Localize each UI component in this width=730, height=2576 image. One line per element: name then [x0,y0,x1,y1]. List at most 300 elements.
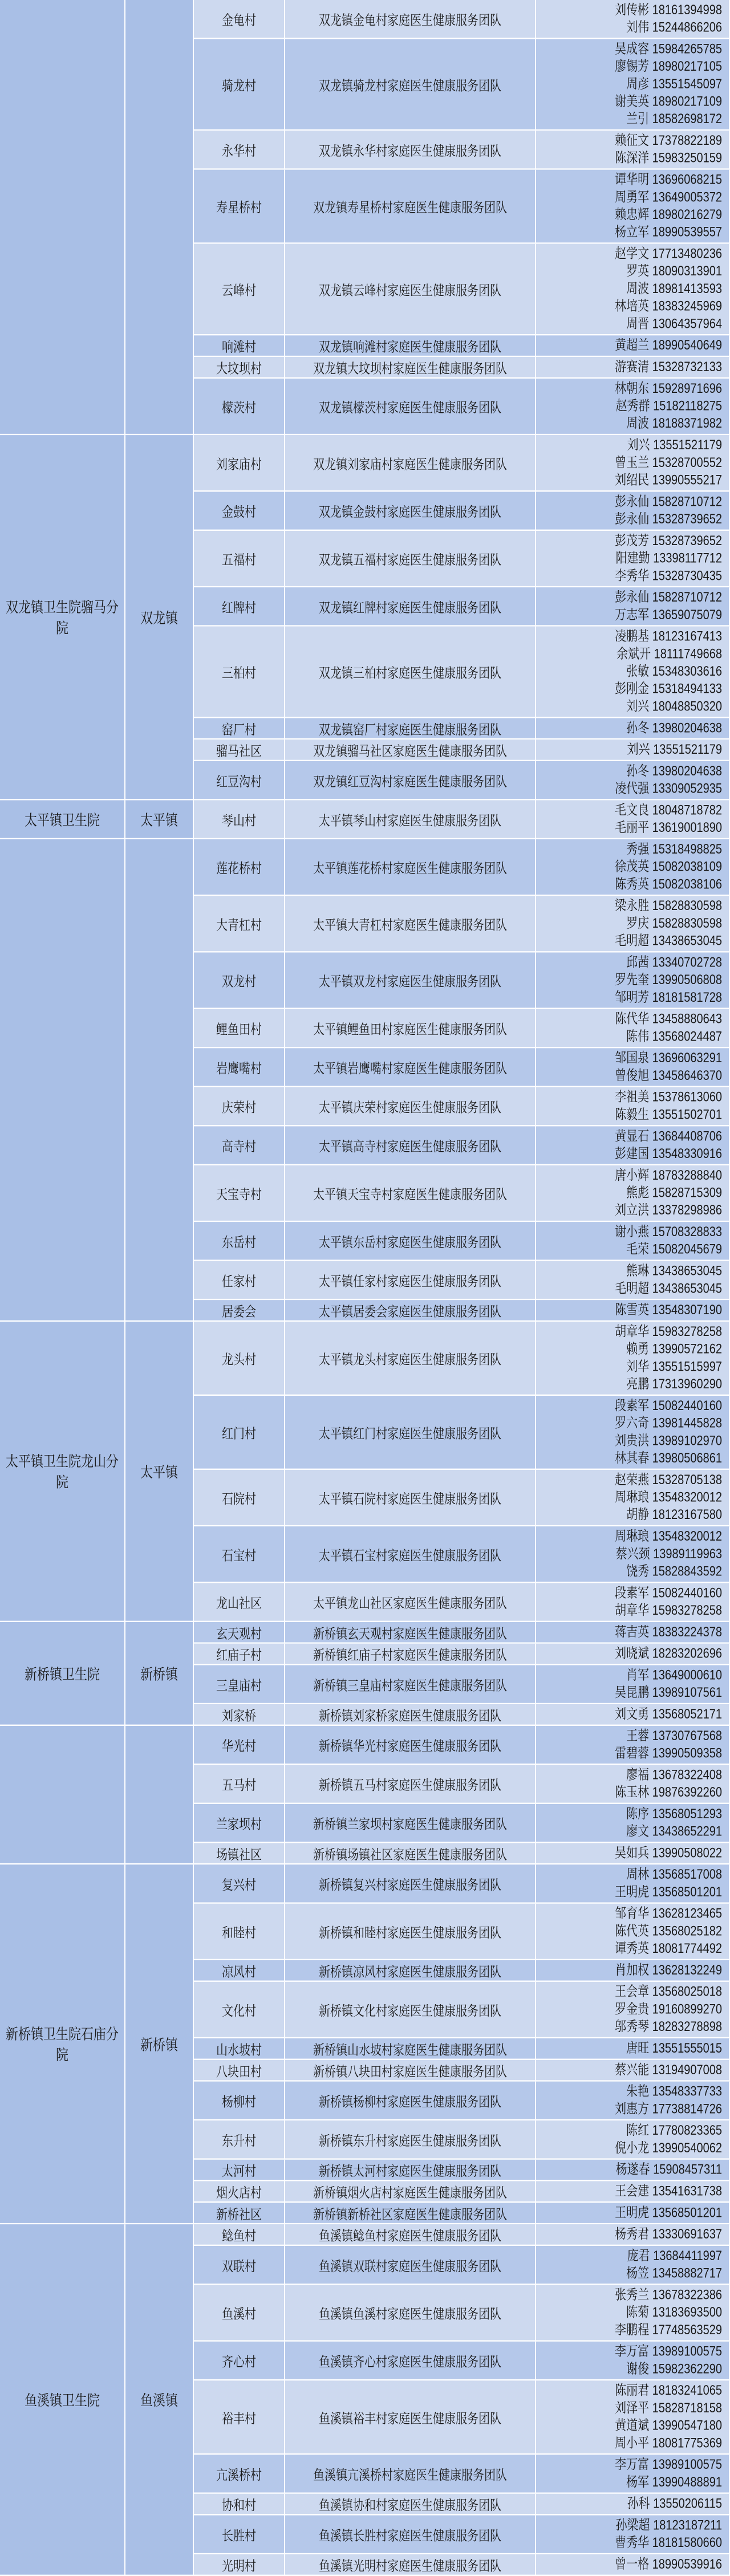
village-cell: 石院村 [194,1470,285,1526]
doctor-entry: 周林 13568517008 [626,1867,722,1883]
hospital-cell: 新桥镇卫生院 [0,1622,125,1726]
village-cell: 裕丰村 [194,2380,285,2455]
village-cell: 窑厂村 [194,718,285,740]
team-cell: 双龙镇永华村家庭医生健康服务团队 [285,131,536,170]
town-cell [125,0,194,435]
village-cell: 双龙村 [194,953,285,1009]
doctor-entry: 曾俊旭 13458646370 [615,1068,722,1083]
doctor-cell [536,761,730,801]
doctor-cell [536,1726,730,1765]
doctor-entry: 林培英 18383245969 [615,299,722,314]
doctor-entry: 谢美英 18980217109 [615,94,722,109]
doctor-entry: 罗六奇 13981445828 [615,1416,722,1431]
doctor-entry: 李秀华 15328730435 [615,568,722,584]
doctor-entry: 彭建国 13548330916 [615,1146,722,1161]
doctor-entry: 刘伟 15244866206 [626,20,722,35]
doctor-cell [536,1904,730,1960]
doctor-cell [536,2494,730,2516]
village-cell: 八块田村 [194,2060,285,2082]
doctor-entry: 张秀兰 13678322386 [615,2287,722,2303]
doctor-entry: 陈丽君 18183241065 [615,2383,722,2399]
doctor-entry: 吴成容 15984265785 [615,42,722,57]
team-cell: 太平镇居委会家庭医生健康服务团队 [285,1300,536,1322]
doctor-cell [536,1322,730,1396]
village-cell: 华光村 [194,1726,285,1765]
doctor-cell [536,801,730,840]
doctor-entry: 彭茂芳 15328739652 [615,533,722,548]
village-cell: 烟火店村 [194,2181,285,2203]
village-cell: 骑龙村 [194,39,285,131]
village-cell: 新桥社区 [194,2203,285,2224]
doctor-cell [536,131,730,170]
village-cell: 场镇社区 [194,1843,285,1865]
doctor-entry: 王会建 13541631738 [615,2184,722,2199]
village-cell: 太河村 [194,2160,285,2181]
village-cell: 岩鹰嘴村 [194,1048,285,1087]
team-cell: 双龙镇金鼓村家庭医生健康服务团队 [285,491,536,531]
doctor-entry: 周琳琅 13548320012 [615,1490,722,1505]
team-cell: 太平镇石宝村家庭医生健康服务团队 [285,1526,536,1583]
doctor-entry: 邹明芳 18181581728 [615,990,722,1005]
village-cell: 文化村 [194,1982,285,2038]
doctor-entry: 陈雪英 13548307190 [615,1302,722,1318]
team-cell: 双龙镇红牌村家庭医生健康服务团队 [285,587,536,627]
doctor-cell [536,1222,730,1261]
doctor-entry: 周小平 18081775369 [615,2436,722,2451]
doctor-entry: 周勇军 13649005372 [615,190,722,205]
doctor-cell [536,1583,730,1622]
team-cell: 鱼溪镇鱼溪村家庭医生健康服务团队 [285,2285,536,2342]
team-cell: 双龙镇檬茨村家庭医生健康服务团队 [285,379,536,435]
hospital-cell [0,0,125,435]
team-cell: 太平镇双龙村家庭医生健康服务团队 [285,953,536,1009]
team-cell: 鱼溪镇亢溪桥村家庭医生健康服务团队 [285,2455,536,2494]
doctor-entry: 吴如兵 13990508022 [615,1846,722,1861]
hospital-cell: 太平镇卫生院 [0,801,125,840]
village-cell: 居委会 [194,1300,285,1322]
doctor-cell [536,740,730,761]
doctor-entry: 毛荣 15082045679 [626,1242,722,1257]
doctor-cell [536,1704,730,1726]
doctor-entry: 赵学文 17713480236 [615,246,722,262]
doctor-entry: 陈代英 13568025182 [615,1924,722,1939]
doctor-cell [536,1622,730,1644]
doctor-cell [536,1300,730,1322]
hospital-cell [0,839,125,1322]
doctor-cell [536,1048,730,1087]
team-cell: 新桥镇凉风村家庭医生健康服务团队 [285,1960,536,1982]
village-cell: 石宝村 [194,1526,285,1583]
team-cell: 双龙镇三柏村家庭医生健康服务团队 [285,627,536,718]
doctor-entry: 赖忠辉 18980216279 [615,207,722,222]
team-cell: 新桥镇杨柳村家庭医生健康服务团队 [285,2082,536,2121]
hospital-cell: 鱼溪镇卫生院 [0,2224,125,2576]
doctor-entry: 黄超兰 18990540649 [615,338,722,354]
doctor-entry: 黄显石 13684408706 [615,1129,722,1144]
doctor-entry: 林其春 13980506861 [615,1450,722,1466]
doctor-cell [536,627,730,718]
doctor-entry: 蔡兴颈 13989119963 [615,1546,722,1562]
doctor-entry: 朱艳 13548337733 [626,2084,722,2099]
doctor-entry: 秀强 15318498825 [626,842,722,857]
doctor-cell [536,244,730,336]
doctor-entry: 毛明超 13438653045 [615,1281,722,1297]
town-cell: 鱼溪镇 [125,2224,194,2576]
team-cell: 双龙镇响滩村家庭医生健康服务团队 [285,335,536,357]
doctor-entry: 赖勇 13990572162 [626,1342,722,1357]
doctor-cell [536,1960,730,1982]
doctor-entry: 赖征文 17378822189 [615,133,722,148]
doctor-cell [536,2554,730,2576]
doctor-entry: 刘华 13551515997 [626,1359,722,1375]
doctor-entry: 亮鹏 17313960290 [626,1376,722,1392]
village-cell: 莲花桥村 [194,839,285,896]
doctor-entry: 肖加权 13628132249 [615,1963,722,1978]
doctor-cell [536,1470,730,1526]
doctor-cell [536,335,730,357]
village-cell: 红庙子村 [194,1644,285,1665]
village-cell: 亢溪桥村 [194,2455,285,2494]
doctor-entry: 周晋 13064357964 [626,316,722,332]
doctor-cell [536,39,730,131]
doctor-entry: 胡章华 15983278258 [615,1603,722,1618]
doctor-entry: 毛文良 18048718782 [615,803,722,818]
doctor-entry: 陈毅生 13551502701 [615,1107,722,1123]
doctor-entry: 孙冬 13980204638 [626,721,722,736]
doctor-entry: 刘惠方 17738814726 [615,2102,722,2117]
team-cell: 新桥镇太河村家庭医生健康服务团队 [285,2160,536,2181]
doctor-entry: 毛丽平 13619001890 [615,820,722,836]
doctor-entry: 李祖美 15378613060 [615,1090,722,1105]
team-cell: 新桥镇刘家桥家庭医生健康服务团队 [285,1704,536,1726]
doctor-entry: 吴昆鹏 13989107561 [615,1685,722,1701]
hospital-cell: 新桥镇卫生院石庙分院 [0,1864,125,2224]
doctor-cell [536,170,730,244]
doctor-entry: 余斌开 18111749668 [617,647,722,662]
doctor-entry: 廖文 13438652291 [626,1824,722,1839]
village-cell: 任家村 [194,1261,285,1301]
doctor-cell [536,587,730,627]
doctor-cell [536,1261,730,1301]
team-cell: 太平镇红门村家庭医生健康服务团队 [285,1396,536,1470]
team-cell: 双龙镇大坟坝村家庭医生健康服务团队 [285,357,536,379]
doctor-entry: 陈玉林 19876392260 [615,1785,722,1800]
village-cell: 复兴村 [194,1864,285,1904]
team-cell: 太平镇鲤鱼田村家庭医生健康服务团队 [285,1009,536,1049]
doctor-entry: 刘兴 13551521179 [627,437,722,453]
team-cell: 太平镇天宝寺村家庭医生健康服务团队 [285,1165,536,1222]
team-cell: 鱼溪镇齐心村家庭医生健康服务团队 [285,2342,536,2381]
town-cell: 太平镇 [125,801,194,840]
doctor-cell [536,718,730,740]
team-cell: 新桥镇华光村家庭医生健康服务团队 [285,1726,536,1765]
doctor-entry: 肖军 13649000610 [626,1668,722,1683]
doctor-entry: 彭永仙 15828710712 [615,494,722,510]
doctor-cell [536,531,730,587]
village-cell: 天宝寺村 [194,1165,285,1222]
doctor-entry: 邹国泉 13696063291 [615,1051,722,1066]
village-cell: 金龟村 [194,0,285,39]
doctor-cell [536,839,730,896]
team-cell: 新桥镇新桥社区家庭医生健康服务团队 [285,2203,536,2224]
team-cell: 新桥镇场镇社区家庭医生健康服务团队 [285,1843,536,1865]
team-cell: 鱼溪镇裕丰村家庭医生健康服务团队 [285,2380,536,2455]
doctor-entry: 曹秀华 18181580660 [615,2536,722,2551]
doctor-entry: 杨笠 13458882717 [626,2266,722,2281]
team-cell: 新桥镇玄天观村家庭医生健康服务团队 [285,1622,536,1644]
doctor-entry: 孙冬 13980204638 [626,763,722,779]
team-cell: 太平镇任家村家庭医生健康服务团队 [285,1261,536,1301]
doctor-entry: 罗英 18090313901 [626,264,722,279]
doctor-entry: 徐茂英 15082038109 [615,859,722,875]
village-cell: 兰家坝村 [194,1804,285,1843]
doctor-cell [536,896,730,952]
doctor-entry: 段素军 15082440160 [615,1586,722,1601]
doctor-entry: 刘兴 18048850320 [626,699,722,714]
team-cell: 双龙镇寿星桥村家庭医生健康服务团队 [285,170,536,244]
doctor-entry: 段素军 15082440160 [615,1398,722,1413]
doctor-entry: 周琳琅 13548320012 [615,1529,722,1544]
doctor-entry: 阳建勤 13398117712 [615,551,722,566]
village-cell: 高寺村 [194,1126,285,1165]
doctor-entry: 胡静 18123167580 [626,1508,722,1523]
doctor-entry: 王明虎 13568501201 [615,2205,722,2221]
village-cell: 永华村 [194,131,285,170]
village-cell: 骝马社区 [194,740,285,761]
doctor-entry: 陈红 17780823365 [626,2123,722,2139]
team-cell: 双龙镇骝马社区家庭医生健康服务团队 [285,740,536,761]
doctor-entry: 谢俊 15982362290 [626,2362,722,2377]
doctor-entry: 唐小辉 18783288840 [615,1168,722,1183]
village-cell: 杨柳村 [194,2082,285,2121]
doctor-cell [536,1843,730,1865]
team-cell: 双龙镇窑厂村家庭医生健康服务团队 [285,718,536,740]
doctor-cell [536,1526,730,1583]
doctor-entry: 曾一格 18990539916 [615,2557,722,2572]
doctor-cell [536,1864,730,1904]
team-cell: 新桥镇红庙子村家庭医生健康服务团队 [285,1644,536,1665]
doctor-entry: 刘立洪 13378298986 [615,1203,722,1218]
doctor-entry: 陈深洋 15983250159 [615,151,722,166]
doctor-cell [536,435,730,491]
doctor-entry: 雷碧蓉 13990509358 [615,1746,722,1761]
village-cell: 龙山社区 [194,1583,285,1622]
doctor-entry: 陈代华 13458880643 [615,1011,722,1027]
doctor-entry: 周波 18188371982 [626,416,722,432]
team-cell: 太平镇高寺村家庭医生健康服务团队 [285,1126,536,1165]
doctor-cell [536,2160,730,2181]
doctor-entry: 谭秀英 18081774492 [615,1941,722,1957]
team-cell: 太平镇琴山村家庭医生健康服务团队 [285,801,536,840]
doctor-entry: 凌鹏基 18123167413 [615,629,722,644]
doctor-entry: 刘绍民 13990555217 [615,473,722,488]
doctor-cell [536,2342,730,2381]
doctor-cell [536,357,730,379]
doctor-entry: 陈菊 13183693500 [626,2305,722,2321]
doctor-entry: 刘文勇 13568052171 [615,1707,722,1722]
doctor-entry: 邹育华 13628123465 [615,1906,722,1921]
doctor-entry: 杨军 13990488891 [626,2475,722,2490]
doctor-entry: 王蓉 13730767568 [626,1728,722,1744]
doctor-cell [536,1982,730,2038]
doctor-entry: 兰引 18582698172 [626,112,722,127]
village-cell: 龙头村 [194,1322,285,1396]
doctor-cell [536,2224,730,2246]
doctor-cell [536,1126,730,1165]
doctor-entry: 游赛清 15328732133 [615,359,722,375]
team-cell: 太平镇石院村家庭医生健康服务团队 [285,1470,536,1526]
doctor-entry: 陈秀英 15082038106 [615,877,722,892]
team-cell: 新桥镇八块田村家庭医生健康服务团队 [285,2060,536,2082]
village-cell: 五马村 [194,1765,285,1804]
village-cell: 大青杠村 [194,896,285,952]
team-cell: 鱼溪镇光明村家庭医生健康服务团队 [285,2554,536,2576]
hospital-cell: 太平镇卫生院龙山分院 [0,1322,125,1622]
team-cell: 太平镇东岳村家庭医生健康服务团队 [285,1222,536,1261]
doctor-cell [536,1396,730,1470]
village-cell: 红牌村 [194,587,285,627]
village-cell: 大坟坝村 [194,357,285,379]
doctor-entry: 周波 18981413593 [626,281,722,296]
town-cell: 新桥镇 [125,1864,194,2224]
doctor-entry: 蔡兴能 13194907008 [615,2062,722,2078]
doctor-entry: 谭华明 13696068215 [615,172,722,188]
doctor-entry: 毛明超 13438653045 [615,933,722,949]
doctor-cell [536,1644,730,1665]
doctor-entry: 刘贵洪 13989102970 [615,1433,722,1449]
village-cell: 琴山村 [194,801,285,840]
doctor-entry: 李万富 13989100575 [615,2457,722,2473]
team-cell: 太平镇大青杠村家庭医生健康服务团队 [285,896,536,952]
village-cell: 刘家桥 [194,1704,285,1726]
village-cell: 寿星桥村 [194,170,285,244]
doctor-entry: 刘泽平 15828718158 [615,2400,722,2416]
village-cell: 凉风村 [194,1960,285,1982]
hospital-cell [0,1726,125,1864]
village-cell: 东岳村 [194,1222,285,1261]
doctor-entry: 谢小燕 15708328833 [615,1224,722,1240]
village-cell: 东升村 [194,2120,285,2160]
doctor-entry: 张敏 15348303616 [626,664,722,679]
team-cell: 太平镇龙头村家庭医生健康服务团队 [285,1322,536,1396]
village-cell: 协和村 [194,2494,285,2516]
village-cell: 光明村 [194,2554,285,2576]
doctor-entry: 熊琳 13438653045 [626,1263,722,1279]
doctor-entry: 蒋吉英 18383224378 [615,1624,722,1640]
doctor-entry: 杨秀君 13330691637 [615,2226,722,2242]
team-cell: 鱼溪镇鲶鱼村家庭医生健康服务团队 [285,2224,536,2246]
village-cell: 响滩村 [194,335,285,357]
village-cell: 三柏村 [194,627,285,718]
doctor-cell [536,2203,730,2224]
doctor-entry: 王明虎 13568501201 [615,1884,722,1900]
village-cell: 鲶鱼村 [194,2224,285,2246]
village-cell: 鲤鱼田村 [194,1009,285,1049]
team-cell: 太平镇莲花桥村家庭医生健康服务团队 [285,839,536,896]
doctor-cell [536,2246,730,2285]
doctor-cell [536,2038,730,2060]
doctor-entry: 罗先奎 13990506808 [615,973,722,988]
doctor-cell [536,2120,730,2160]
village-cell: 檬茨村 [194,379,285,435]
doctor-entry: 罗金贵 19160899270 [615,2002,722,2017]
village-cell: 庆荣村 [194,1087,285,1127]
doctor-entry: 庞君 13684411997 [627,2248,722,2264]
doctor-entry: 刘晓斌 18283202696 [615,1646,722,1661]
doctor-entry: 李万富 13989100575 [615,2344,722,2359]
village-cell: 长胜村 [194,2516,285,2555]
doctor-entry: 陈伟 13568024487 [626,1029,722,1045]
village-cell: 山水坡村 [194,2038,285,2060]
doctor-entry: 杨立军 18990539557 [615,225,722,240]
town-cell [125,839,194,1322]
doctor-entry: 林朝东 15928971696 [615,381,722,396]
village-cell: 金鼓村 [194,491,285,531]
doctor-cell [536,1765,730,1804]
village-cell: 玄天观村 [194,1622,285,1644]
doctor-entry: 罗庆 15828830598 [626,916,722,931]
team-cell: 新桥镇五马村家庭医生健康服务团队 [285,1765,536,1804]
doctor-entry: 唐旺 13551555015 [626,2041,722,2056]
doctor-entry: 胡章华 15983278258 [615,1324,722,1339]
doctor-entry: 刘兴 13551521179 [627,742,722,757]
village-cell: 三皇庙村 [194,1665,285,1705]
team-cell: 新桥镇兰家坝村家庭医生健康服务团队 [285,1804,536,1843]
team-cell: 太平镇庆荣村家庭医生健康服务团队 [285,1087,536,1127]
doctor-entry: 曾玉兰 15328700552 [615,455,722,470]
doctor-entry: 廖福 13678322408 [626,1768,722,1783]
doctor-cell [536,2516,730,2555]
doctor-cell [536,1165,730,1222]
team-cell: 新桥镇烟火店村家庭医生健康服务团队 [285,2181,536,2203]
team-cell: 新桥镇和睦村家庭医生健康服务团队 [285,1904,536,1960]
doctor-entry: 邱茜 13340702728 [626,955,722,970]
doctor-entry: 彭永仙 15328739652 [615,511,722,527]
village-cell: 五福村 [194,531,285,587]
doctor-entry: 杨遂春 15908457311 [615,2162,722,2177]
team-cell: 太平镇龙山社区家庭医生健康服务团队 [285,1583,536,1622]
doctor-cell [536,2455,730,2494]
town-cell: 新桥镇 [125,1622,194,1726]
doctor-entry: 黄道斌 13990547180 [615,2418,722,2433]
doctor-cell [536,2181,730,2203]
doctor-cell [536,2082,730,2121]
doctor-cell [536,1087,730,1127]
doctor-entry: 饶秀 15828843592 [626,1564,722,1579]
doctor-entry: 赵荣燕 15328705138 [615,1472,722,1488]
doctor-entry: 孙科 13550206115 [627,2496,722,2512]
town-cell [125,1726,194,1864]
village-cell: 和睦村 [194,1904,285,1960]
team-cell: 鱼溪镇协和村家庭医生健康服务团队 [285,2494,536,2516]
team-cell: 双龙镇刘家庙村家庭医生健康服务团队 [285,435,536,491]
hospital-cell: 双龙镇卫生院骝马分院 [0,435,125,800]
team-cell: 新桥镇山水坡村家庭医生健康服务团队 [285,2038,536,2060]
doctor-cell [536,491,730,531]
doctor-cell [536,2380,730,2455]
doctor-entry: 孙梁超 18123187211 [615,2518,722,2533]
doctor-cell [536,2285,730,2342]
doctor-entry: 周彦 13551545097 [626,76,722,92]
team-cell: 新桥镇文化村家庭医生健康服务团队 [285,1982,536,2038]
doctor-entry: 李鹏程 17748563529 [615,2322,722,2338]
doctor-entry: 王会章 13568025018 [615,1984,722,2000]
doctor-cell [536,2060,730,2082]
team-cell: 鱼溪镇双联村家庭医生健康服务团队 [285,2246,536,2285]
village-cell: 齐心村 [194,2342,285,2381]
doctor-entry: 彭永仙 15828710712 [615,590,722,605]
doctor-cell [536,0,730,39]
